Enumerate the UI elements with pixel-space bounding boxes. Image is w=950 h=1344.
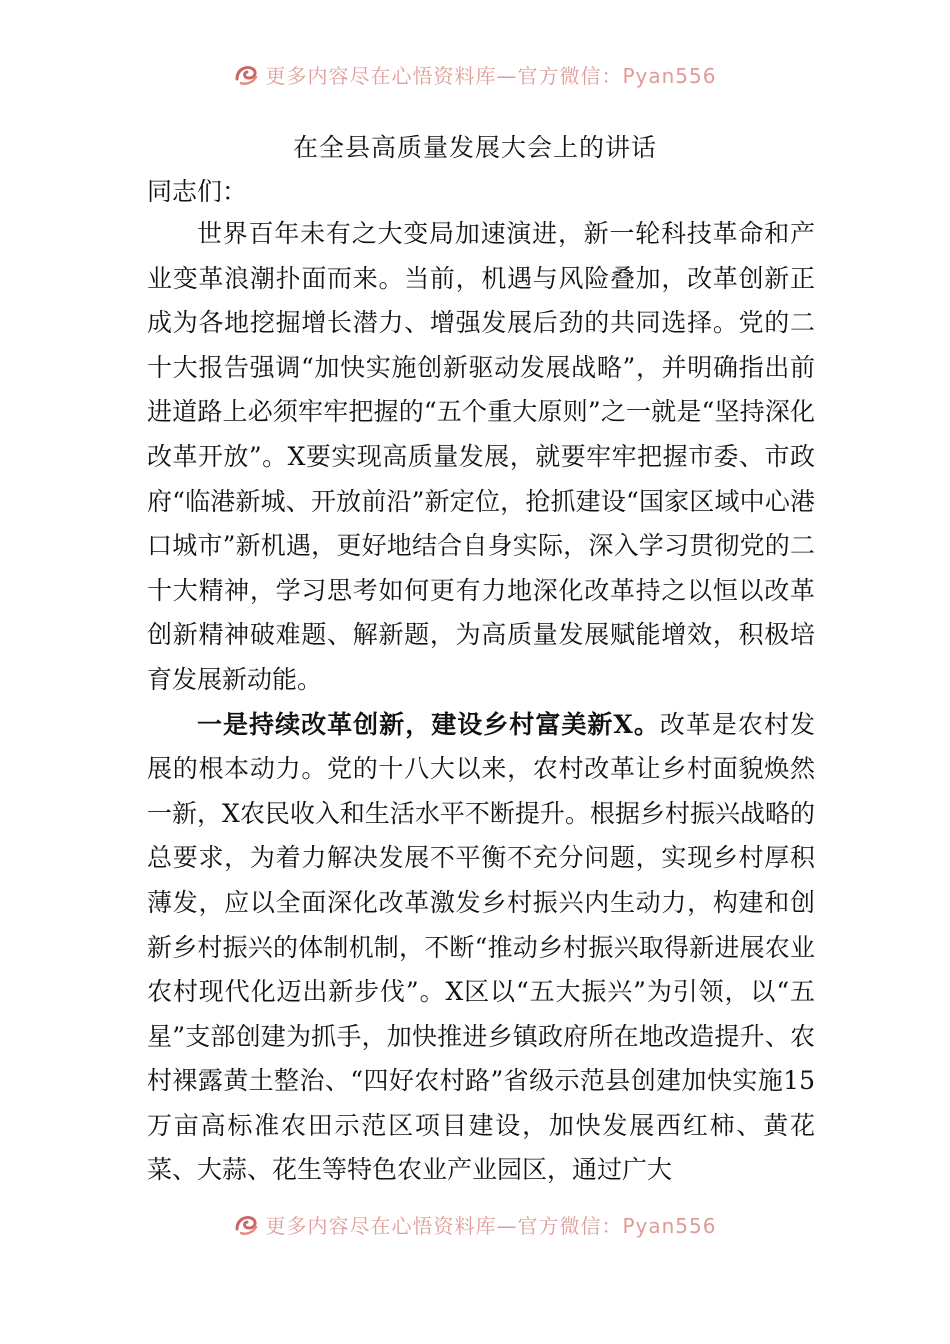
salutation: 同志们： bbox=[147, 177, 248, 206]
watermark-text: 更多内容尽在心悟资料库—官方微信：Pyan556 bbox=[265, 63, 717, 88]
document-body bbox=[147, 212, 815, 1193]
paragraph-1 bbox=[147, 212, 815, 703]
paragraph-2-lead: 一是持续改革创新，建设乡村富美新X。 bbox=[197, 709, 660, 739]
page-title: 在全县高质量发展大会上的讲话 bbox=[292, 133, 657, 162]
swirl-logo-icon bbox=[233, 61, 259, 87]
paragraph-2-text: 改革是农村发展的根本动力。党的十八大以来，农村改革让乡村面貌焕然一新，X农民收入和生活水平不断提升。根据乡村振兴战略的总要求，为着力解决发展不平衡不充分问题，实现乡村厚积薄发，应以全面深化改革激发乡村振兴内生动力，构建和创新乡村振兴的体制机制，不断“推动乡村振兴取得新进展农业农村现代化迈出新步伐”。X区以“五大振兴”为引领，以“五星”支部创建为抓手，加快推进乡镇政府所在地改造提升、农村裸露黄土整治、“四好农村路”省级示范县创建加快实施15万亩高标准农田示范区项目建设，加快发展西红柿、黄花菜、大蒜、花生等特色农业产业园区，通过广大 bbox=[147, 709, 815, 1185]
watermark-text: 更多内容尽在心悟资料库—官方微信：Pyan556 bbox=[265, 1213, 717, 1238]
watermark-header bbox=[0, 56, 950, 92]
paragraph-1-text: 世界百年未有之大变局加速演进，新一轮科技革命和产业变革浪潮扑面而来。当前，机遇与风险叠加，改革创新正成为各地挖掘增长潜力、增强发展后劲的共同选择。党的二十大报告强调“加快实施创新驱动发展战略”，并明确指出前进道路上必须牢牢把握的“五个重大原则”之一就是“坚持深化改革开放”。X要实现高质量发展，就要牢牢把握市委、市政府“临港新城、开放前沿”新定位，抢抓建设“国家区域中心港口城市”新机遇，更好地结合自身实际，深入学习贯彻党的二十大精神，学习思考如何更有力地深化改革持之以恒以改革创新精神破难题、解新题，为高质量发展赋能增效，积极培育发展新动能。 bbox=[147, 219, 815, 694]
paragraph-2 bbox=[147, 703, 815, 1194]
swirl-logo-icon bbox=[233, 1211, 259, 1237]
watermark-footer bbox=[0, 1206, 950, 1242]
